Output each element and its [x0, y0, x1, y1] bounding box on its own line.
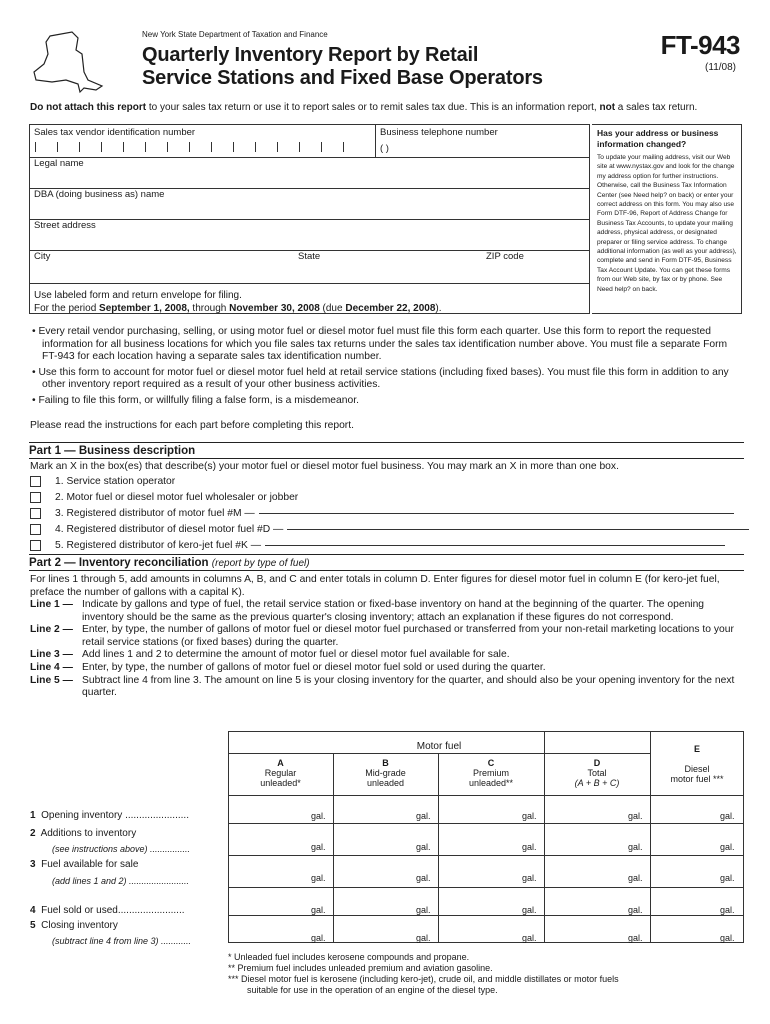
form-title: [142, 44, 543, 90]
checkbox-row[interactable]: [30, 474, 175, 488]
row-num: 4: [30, 905, 36, 916]
tick: [299, 142, 300, 152]
gallon-input-cell[interactable]: gal.: [522, 873, 537, 883]
notice-text-2: a sales tax return.: [615, 102, 698, 113]
instruction-bullets: [30, 326, 745, 411]
line-key: Line 3 —: [30, 649, 73, 661]
option-label: 3. Registered distributor of motor fuel #M —: [55, 507, 255, 519]
gallon-input-cell[interactable]: gal.: [311, 873, 326, 883]
tick: [79, 142, 80, 152]
line-text: Indicate by gallons and type of fuel, the retail service station or fixed-base inventory on hand at the beginning of the quarter. The opening inventory should be the same as the previous quarter's closing inventory; attach an explanation if these figures do not correspond.: [82, 599, 705, 623]
gallon-input-cell[interactable]: gal.: [522, 905, 537, 915]
row-text: Additions to inventory: [40, 828, 137, 839]
checkbox[interactable]: [30, 492, 41, 503]
col-letter: C: [487, 758, 495, 768]
row-num: 5: [30, 920, 36, 931]
period-prefix: For the period: [34, 303, 100, 314]
row-2-sub: (see instructions above) ................: [52, 844, 191, 854]
part1-instruction: Mark an X in the box(es) that describe(s) your motor fuel or diesel motor fuel business. You may mark an X in more than one box.: [30, 461, 619, 472]
col-l2: unleaded: [366, 778, 405, 788]
footnote-3: *** Diesel motor fuel is kerosene (including kero-jet), crude oil, and middle distillates or motor fuels: [228, 974, 619, 984]
tick: [277, 142, 278, 152]
gallon-input-cell[interactable]: gal.: [628, 933, 643, 943]
period-due: December 22, 2008: [345, 303, 436, 314]
row-2-label: [30, 828, 136, 839]
gallon-input-cell[interactable]: gal.: [311, 905, 326, 915]
title-line-2: Service Stations and Fixed Base Operators: [142, 67, 543, 89]
line-instruction: [30, 675, 746, 700]
filing-notice: [30, 102, 697, 113]
bullet-text: Failing to file this form, or willfully filing a false form, is a misdemeanor.: [38, 394, 359, 406]
tick: [101, 142, 102, 152]
new-york-state-map-icon: [30, 28, 110, 98]
col-c-header: [438, 758, 544, 788]
address-change-sidebar: [592, 124, 742, 314]
col-l2: unleaded**: [468, 778, 514, 788]
option-label: 2. Motor fuel or diesel motor fuel wholesaler or jobber: [55, 491, 299, 503]
part2-note: (report by type of fuel): [211, 558, 310, 569]
fill-line[interactable]: [259, 513, 734, 514]
line-key: Line 2 —: [30, 624, 73, 636]
period-mid: through: [189, 303, 230, 314]
col-l2: unleaded*: [260, 778, 301, 788]
tick: [189, 142, 190, 152]
gallon-input-cell[interactable]: gal.: [416, 933, 431, 943]
rule: [228, 795, 744, 796]
street-address-field[interactable]: [30, 220, 589, 251]
vendor-id-row: [30, 125, 589, 158]
period-suffix: ).: [435, 303, 442, 314]
form-number: FT-943: [660, 30, 740, 60]
tick: [123, 142, 124, 152]
col-l1: Regular: [264, 768, 297, 778]
part2-intro: For lines 1 through 5, add amounts in columns A, B, and C and enter totals in column D. Enter figures for diesel motor fuel in column E (for kero-jet fuel, preface the number of gallons with a capital K).: [30, 574, 720, 598]
gallon-input-cell[interactable]: gal.: [416, 811, 431, 821]
gallon-input-cell[interactable]: gal.: [522, 811, 537, 821]
col-l2: motor fuel ***: [670, 774, 724, 784]
tick: [167, 142, 168, 152]
rule: [228, 855, 744, 856]
gallon-input-cell[interactable]: gal.: [720, 933, 735, 943]
rule: [228, 753, 650, 754]
dba-name-field[interactable]: [30, 189, 589, 220]
gallon-input-cell[interactable]: gal.: [628, 905, 643, 915]
gallon-input-cell[interactable]: gal.: [311, 811, 326, 821]
col-d-header: [544, 758, 650, 788]
row-text: Fuel sold or used........................: [41, 905, 185, 916]
gallon-input-cell[interactable]: gal.: [720, 842, 735, 852]
period-end: November 30, 2008: [229, 303, 320, 314]
col-l1: Diesel: [684, 764, 710, 774]
col-l1: Premium: [472, 768, 509, 778]
gallon-input-cell[interactable]: gal.: [416, 873, 431, 883]
checkbox[interactable]: [30, 508, 41, 519]
option-label: 1. Service station operator: [55, 475, 176, 487]
form-revision: (11/08): [705, 62, 736, 73]
row-5-label: [30, 920, 118, 931]
notice-bold-2: not: [599, 102, 616, 113]
sidebar-heading: Has your address or business information changed?: [597, 128, 719, 149]
phone-input[interactable]: ( ): [380, 143, 389, 154]
gallon-input-cell[interactable]: gal.: [720, 811, 735, 821]
checkbox-row[interactable]: [30, 522, 749, 536]
line-instruction: [30, 624, 746, 649]
gallon-input-cell[interactable]: gal.: [720, 905, 735, 915]
footnote-1: * Unleaded fuel includes kerosene compounds and propane.: [228, 952, 470, 962]
row-text: Opening inventory .......................: [41, 810, 189, 821]
tick: [57, 142, 58, 152]
line-instructions: [30, 599, 746, 700]
row-num: 2: [30, 828, 36, 839]
col-letter: A: [277, 758, 284, 768]
line-key: Line 1 —: [30, 599, 73, 610]
gallon-input-cell[interactable]: gal.: [416, 842, 431, 852]
checkbox[interactable]: [30, 476, 41, 487]
row-text: Closing inventory: [41, 920, 118, 931]
motor-fuel-header: Motor fuel: [416, 741, 462, 752]
fill-line[interactable]: [265, 545, 725, 546]
rule: [228, 823, 744, 824]
legal-name-field[interactable]: [30, 158, 589, 189]
line-text: Enter, by type, the number of gallons of motor fuel or diesel motor fuel sold or used during the quarter.: [82, 661, 546, 673]
state-label: State: [298, 251, 321, 262]
col-letter: D: [593, 758, 601, 768]
row-3-label: [30, 859, 138, 870]
sidebar-text: To update your mailing address, visit our Web site at www.nystax.gov and look for the change my address option for further instructions. Otherwise, call the Business Tax Information Center (see Need help? on back) or enter your correct address on this form. You may also use Form DTF-96, Report of Address Change for Business Tax Accounts, to update your mailing address, physical address, or designated preparer or filing service address. To change additional information (as well as your address), complete and send in Form DTF-95, Business Tax Account Update. You can get these forms from our Web site, by fax or by phone. See Need help? on back.: [597, 154, 737, 293]
part2-rule: [29, 570, 744, 571]
vendor-id-label: Sales tax vendor identification number: [34, 127, 196, 138]
row-num: 3: [30, 859, 36, 870]
zip-label: ZIP code: [486, 251, 524, 262]
col-a-header: [228, 758, 333, 788]
checkbox-row[interactable]: [30, 490, 298, 504]
row-4-label: [30, 905, 185, 916]
footnote-3-cont: suitable for use in the operation of an engine of the diesel type.: [247, 985, 498, 995]
tick: [233, 142, 234, 152]
col-b-header: [333, 758, 438, 788]
phone-label: Business telephone number: [380, 127, 498, 138]
gallon-input-cell[interactable]: gal.: [311, 933, 326, 943]
col-l1: Mid-grade: [365, 768, 406, 778]
gallon-input-cell[interactable]: gal.: [522, 933, 537, 943]
bullet-text: Use this form to account for motor fuel or diesel motor fuel held at retail service stations (including fixed bases). You must file this form in addition to any other inventory report required as a result of your other business activities.: [38, 366, 729, 391]
tick: [321, 142, 322, 152]
row-text: Fuel available for sale: [41, 859, 139, 870]
line-text: Subtract line 4 from line 3. The amount on line 5 is your closing inventory for the quarter, and should also be your opening inventory for the next quarter.: [82, 674, 735, 699]
inventory-table: [228, 731, 744, 943]
tick: [255, 142, 256, 152]
line-text: Add lines 1 and 2 to determine the amount of motor fuel or diesel motor fuel available for sale.: [82, 649, 510, 661]
filing-period: [34, 303, 442, 314]
col-e-header: [650, 744, 744, 784]
city-label: City: [34, 251, 51, 262]
checkbox-row[interactable]: [30, 506, 734, 520]
rule: [228, 915, 744, 916]
read-instructions: Please read the instructions for each part before completing this report.: [30, 420, 354, 431]
part1-rule: [29, 458, 744, 459]
notice-text-1: to your sales tax return or use it to report sales or to remit sales tax due. This is an information report,: [146, 102, 600, 113]
rule: [228, 887, 744, 888]
envelope-note: Use labeled form and return envelope for filing.: [34, 290, 242, 301]
divider: [375, 125, 376, 158]
line-instruction: [30, 599, 746, 624]
gallon-input-cell[interactable]: gal.: [720, 873, 735, 883]
bullet-item: • Failing to file this form, or willfully filing a false form, is a misdemeanor.: [32, 394, 359, 406]
tick: [343, 142, 344, 152]
row-1-label: [30, 810, 189, 821]
part2-heading: [29, 554, 744, 569]
col-letter: B: [382, 758, 389, 768]
checkbox[interactable]: [30, 540, 41, 551]
title-line-1: Quarterly Inventory Report by Retail: [142, 44, 479, 66]
department-name: New York State Department of Taxation and Finance: [142, 30, 328, 39]
notice-bold-1: Do not attach this report: [30, 102, 147, 113]
city-state-zip-row[interactable]: [30, 251, 589, 284]
dba-label: DBA (doing business as) name: [34, 189, 165, 200]
tick: [211, 142, 212, 152]
col-l2: (A + B + C): [574, 778, 620, 788]
gallon-input-cell[interactable]: gal.: [311, 842, 326, 852]
line-text: Enter, by type, the number of gallons of motor fuel or diesel motor fuel purchased or transferred from your non-retail marketing locations to your retail service stations (or fixed bases) during the quarter.: [82, 624, 734, 648]
part1-heading: Part 1 — Business description: [29, 442, 744, 457]
part2-title: Part 2 — Inventory reconciliation: [29, 557, 209, 569]
legal-name-label: Legal name: [34, 158, 84, 169]
line-key: Line 5 —: [30, 674, 73, 686]
col-letter: E: [693, 744, 700, 754]
tick: [35, 142, 36, 152]
row-num: 1: [30, 810, 36, 821]
gallon-input-cell[interactable]: gal.: [628, 842, 643, 852]
checkbox[interactable]: [30, 524, 41, 535]
street-label: Street address: [34, 220, 96, 231]
checkbox-row[interactable]: [30, 538, 725, 552]
col-l1: Total: [587, 768, 607, 778]
option-label: 5. Registered distributor of kero-jet fuel #K —: [55, 539, 262, 551]
gallon-input-cell[interactable]: gal.: [628, 873, 643, 883]
line-instruction: [30, 662, 746, 675]
period-start: September 1, 2008,: [99, 303, 190, 314]
tick: [145, 142, 146, 152]
gallon-input-cell[interactable]: gal.: [416, 905, 431, 915]
bullet-item: • Every retail vendor purchasing, selling, or using motor fuel or diesel motor fuel must file this form each quarter. Use this form to report the requested information for all business locations for which you file sales tax returns under the sales tax identification number above. You must file a separate Form FT-943 for each location having a separate sales tax identification number.: [32, 326, 728, 363]
gallon-input-cell[interactable]: gal.: [522, 842, 537, 852]
bullet-text: Every retail vendor purchasing, selling, or using motor fuel or diesel motor fuel must file this form each quarter. Use this form to report the requested information for all business locations for which you file sales tax returns under the sales tax identification number above. You must file a separate Form FT-943 for each location having a separate sales tax identification number.: [38, 326, 728, 363]
line-key: Line 4 —: [30, 661, 73, 673]
option-label: 4. Registered distributor of diesel motor fuel #D —: [55, 523, 284, 535]
line-instruction: [30, 649, 746, 662]
fill-line[interactable]: [287, 529, 749, 530]
bullet-item: • Use this form to account for motor fuel or diesel motor fuel held at retail service stations (including fixed bases). You must file this form in addition to any other inventory report required as a result of your other business activities.: [32, 366, 729, 391]
footnote-2: ** Premium fuel includes unleaded premium and aviation gasoline.: [228, 963, 493, 973]
period-due-prefix: (due: [319, 303, 346, 314]
gallon-input-cell[interactable]: gal.: [628, 811, 643, 821]
row-5-sub: (subtract line 4 from line 3) ............: [52, 936, 192, 946]
taxpayer-id-box: [29, 124, 590, 314]
row-3-sub: (add lines 1 and 2) ........................: [52, 876, 190, 886]
